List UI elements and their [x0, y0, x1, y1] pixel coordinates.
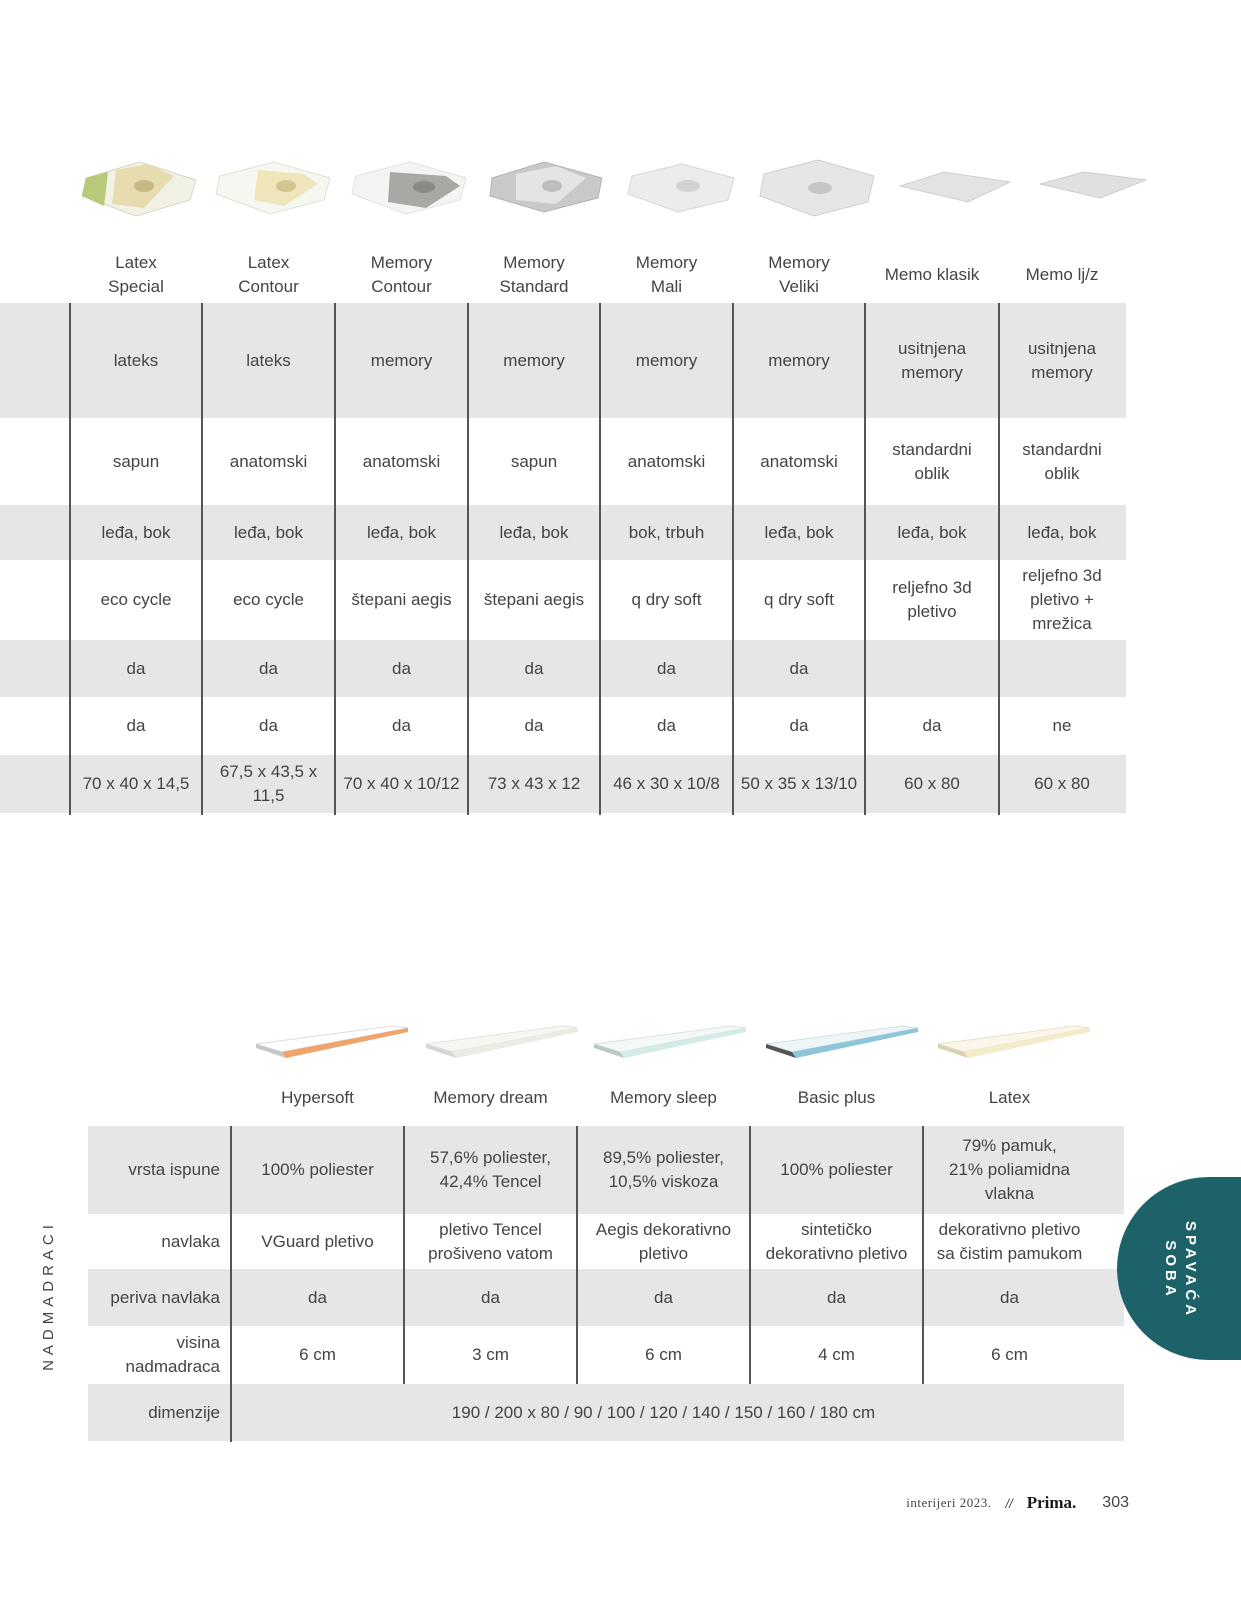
table-cell: anatomski	[627, 451, 706, 471]
column-divider	[201, 303, 203, 815]
table-cell: da	[827, 1287, 846, 1307]
table-cell: reljefno 3d pletivo + mrežica	[1022, 566, 1102, 633]
table-cell: Aegis dekorativno pletivo	[595, 1219, 732, 1263]
table-cell: leđa, bok	[101, 522, 171, 542]
table-cell: 70 x 40 x 14,5	[82, 774, 190, 793]
latex-topper-image	[934, 1020, 1094, 1065]
column-divider	[69, 303, 71, 815]
table-cell: q dry soft	[764, 590, 834, 609]
section-tab-label	[1140, 1190, 1220, 1350]
table-row	[0, 755, 1126, 813]
table-row	[88, 1214, 1124, 1269]
column-divider	[230, 1126, 232, 1442]
table-cell: da	[1000, 1287, 1019, 1307]
table-row	[0, 697, 1126, 755]
column-header: Memory Mali	[635, 253, 698, 296]
row-label: periva navlaka	[110, 1287, 220, 1307]
table-cell: memory	[768, 350, 830, 370]
table-cell: ne	[1052, 716, 1072, 735]
section-side-label	[28, 1219, 68, 1371]
table-row	[88, 1384, 1124, 1441]
page-footer	[906, 1493, 1129, 1513]
column-header: Memory Standard	[499, 253, 569, 296]
table-cell	[865, 640, 999, 697]
table-cell: da	[392, 658, 411, 678]
column-divider	[732, 303, 734, 815]
table-row	[0, 560, 1126, 640]
table-cell: da	[789, 716, 809, 735]
table-cell: 4 cm	[818, 1345, 855, 1364]
hypersoft-topper-image	[252, 1020, 412, 1065]
column-divider	[749, 1126, 751, 1384]
column-header: Memory sleep	[610, 1088, 717, 1107]
table-cell: 57,6% poliester, 42,4% Tencel	[430, 1148, 551, 1191]
latex-special-pillow-image	[70, 140, 206, 230]
table-cell: standardni oblik	[1022, 439, 1102, 483]
table-cell: lateks	[246, 350, 291, 370]
dimensions-cell: 190 / 200 x 80 / 90 / 100 / 120 / 140 / 150 / 160 / 180 cm	[451, 1402, 876, 1422]
table-cell: 50 x 35 x 13/10	[740, 774, 858, 793]
table-cell: leđa, bok	[764, 522, 834, 542]
table-cell: da	[789, 658, 809, 678]
table-cell: 3 cm	[472, 1345, 509, 1364]
column-header: Memory Contour	[370, 253, 433, 296]
table-cell: bok, trbuh	[628, 522, 705, 542]
row-label: vrsta ispune	[128, 1160, 220, 1179]
table-cell: sintetičko dekorativno pletivo	[765, 1219, 908, 1263]
table-cell: da	[126, 658, 146, 678]
memory-standard-pillow-image	[478, 140, 614, 230]
table-row	[0, 640, 1126, 697]
table-cell: 6 cm	[991, 1345, 1028, 1364]
memory-sleep-topper-image	[590, 1020, 750, 1065]
table-cell: reljefno 3d pletivo	[892, 578, 972, 621]
column-header: Latex Special	[108, 253, 164, 296]
column-header: Latex	[988, 1088, 1031, 1107]
side-label-text: NADMADRACI	[39, 1219, 57, 1371]
table-cell: da	[259, 658, 278, 678]
section-tab-text: SPAVAĆA SOBA	[1162, 1220, 1200, 1320]
table-cell: dekorativno pletivo sa čistim pamukom	[936, 1219, 1083, 1263]
column-header: Latex Contour	[238, 253, 299, 296]
table-cell: 60 x 80	[904, 774, 960, 793]
table-cell: anatomski	[229, 451, 308, 471]
table-row	[0, 303, 1126, 418]
table-row	[88, 1326, 1124, 1384]
table-cell: 73 x 43 x 12	[487, 774, 581, 793]
table-cell: eco cycle	[233, 590, 304, 609]
row-label: visina nadmadraca	[125, 1333, 220, 1376]
table-cell: 6 cm	[299, 1345, 336, 1364]
table-cell: q dry soft	[631, 590, 702, 609]
table-cell: štepani aegis	[483, 590, 585, 609]
pillow-images-row	[70, 140, 1162, 230]
memory-contour-pillow-image	[342, 140, 478, 230]
column-header: Hypersoft	[281, 1088, 354, 1107]
table-cell: da	[126, 716, 146, 735]
basic-plus-topper-image	[762, 1020, 922, 1065]
table-cell: sapun	[112, 451, 160, 471]
footer-separator: //	[1005, 1495, 1013, 1511]
table-cell: 46 x 30 x 10/8	[613, 774, 720, 793]
table-cell: anatomski	[760, 451, 838, 471]
table-cell: da	[481, 1287, 500, 1307]
table-row	[88, 1269, 1124, 1326]
table-cell: da	[657, 658, 676, 678]
table-cell: da	[922, 716, 942, 735]
table-row	[88, 1126, 1124, 1214]
table-cell: VGuard pletivo	[261, 1231, 374, 1251]
latex-contour-pillow-image	[206, 140, 342, 230]
memo-klasik-pillow-image	[886, 140, 1022, 230]
table-row	[0, 418, 1126, 505]
table-cell: lateks	[113, 350, 159, 370]
table-cell: 100% poliester	[780, 1160, 893, 1179]
table-cell: štepani aegis	[351, 590, 452, 609]
table-cell: 89,5% poliester, 10,5% viskoza	[603, 1148, 724, 1191]
table-cell: 70 x 40 x 10/12	[343, 774, 460, 793]
memo-ljz-pillow-image	[1022, 140, 1158, 230]
column-header: Basic plus	[797, 1088, 876, 1107]
row-label: dimenzije	[148, 1402, 220, 1422]
row-label: navlaka	[161, 1231, 220, 1251]
table-cell: usitnjena memory	[897, 338, 967, 382]
table-row	[0, 505, 1126, 560]
column-header: Memory dream	[433, 1088, 548, 1107]
table-cell: da	[259, 716, 278, 735]
table-cell: da	[524, 716, 544, 735]
table-cell: da	[392, 716, 411, 735]
pillow-table-header	[0, 245, 1160, 305]
column-header: Memo klasik	[884, 265, 980, 284]
table-cell: da	[308, 1287, 327, 1307]
publication-name: interijeri 2023.	[906, 1495, 992, 1510]
table-cell: da	[657, 716, 676, 735]
table-cell	[999, 640, 1125, 697]
table-cell: anatomski	[362, 451, 441, 471]
table-cell: memory	[635, 350, 698, 370]
table-cell: 6 cm	[645, 1345, 682, 1364]
column-divider	[576, 1126, 578, 1384]
table-cell: leđa, bok	[367, 522, 436, 542]
table-cell: 60 x 80	[1034, 774, 1090, 793]
page-number: 303	[1102, 1494, 1129, 1511]
table-cell: leđa, bok	[1027, 522, 1097, 542]
table-cell: leđa, bok	[234, 522, 303, 542]
table-cell: da	[654, 1287, 673, 1307]
table-cell: 67,5 x 43,5 x 11,5	[219, 762, 318, 805]
column-divider	[998, 303, 1000, 815]
column-header: Memory Veliki	[768, 253, 830, 296]
column-divider	[334, 303, 336, 815]
table-cell: 79% pamuk, 21% poliamidna vlakna	[949, 1136, 1070, 1203]
table-cell: pletivo Tencel prošiveno vatom	[428, 1219, 553, 1263]
memory-veliki-pillow-image	[750, 140, 886, 230]
table-cell: da	[524, 658, 544, 678]
table-cell: usitnjena memory	[1027, 338, 1097, 382]
table-cell: leđa, bok	[897, 522, 967, 542]
table-cell: 100% poliester	[261, 1160, 374, 1179]
memory-dream-topper-image	[422, 1020, 582, 1065]
table-cell: eco cycle	[100, 590, 172, 609]
brand-logo: Prima.	[1026, 1493, 1077, 1512]
column-divider	[467, 303, 469, 815]
table-cell: standardni oblik	[892, 439, 972, 483]
table-cell: leđa, bok	[499, 522, 569, 542]
column-divider	[922, 1126, 924, 1384]
table-cell: memory	[503, 350, 565, 370]
topper-images-row	[240, 1020, 1120, 1065]
column-header: Memo lj/z	[1025, 265, 1099, 284]
column-divider	[599, 303, 601, 815]
table-cell: memory	[370, 350, 433, 370]
table-cell: sapun	[510, 451, 558, 471]
memory-mali-pillow-image	[614, 140, 750, 230]
column-divider	[864, 303, 866, 815]
column-divider	[403, 1126, 405, 1384]
